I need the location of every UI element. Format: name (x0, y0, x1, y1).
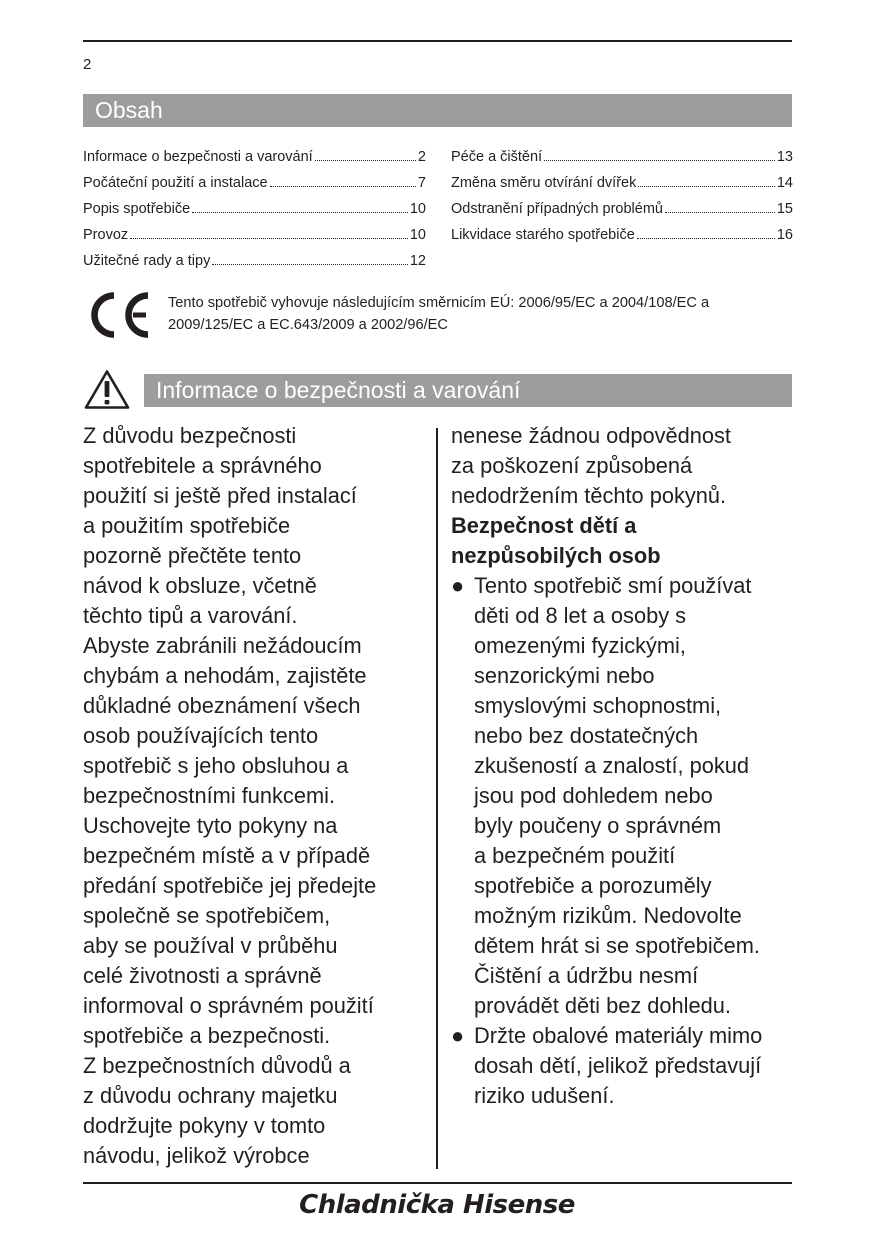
bullet-text-line: provádět děti bez dohledu. (474, 993, 731, 1018)
toc-entry (451, 224, 793, 250)
body-text-line: aby se používal v průběhu (83, 933, 338, 958)
bullet-text-line: Tento spotřebič smí používat (474, 573, 752, 598)
bullet-text-line: nebo bez dostatečných (474, 723, 699, 748)
toc-right-column (451, 146, 793, 250)
bottom-rule (83, 1182, 792, 1184)
toc-entry-page: 13 (776, 149, 793, 165)
body-text-line: nedodržením těchto pokynů. (451, 483, 727, 508)
subheading-line: Bezpečnost dětí a (451, 513, 637, 538)
safety-left-column (83, 421, 428, 1171)
top-rule (83, 40, 792, 42)
toc-entry-page: 16 (776, 227, 793, 243)
page-number: 2 (83, 56, 92, 73)
bullet-text-line: dětem hrát si se spotřebičem. (474, 933, 760, 958)
body-text-line: spotřebiče a bezpečnosti. (83, 1023, 331, 1048)
bullet-text-line: senzorickými nebo (474, 663, 655, 688)
body-text-line: dodržujte pokyny v tomto (83, 1113, 326, 1138)
footer-title: Chladnička Hisense (299, 1190, 575, 1220)
toc-entry-page: 7 (417, 175, 426, 191)
bullet-text-line: Čištění a údržbu nesmí (474, 963, 699, 988)
toc-left-column (83, 146, 426, 276)
toc-heading: Obsah (83, 94, 792, 127)
toc-entry-title: Provoz (83, 227, 129, 243)
toc-dot-leader (637, 238, 775, 239)
bullet-text-line: smyslovými schopnostmi, (474, 693, 722, 718)
ce-text-line: Tento spotřebič vyhovuje následujícím směrnicím EÚ: 2006/95/EC a 2004/108/EC a (168, 295, 710, 311)
body-text-line: nenese žádnou odpovědnost (451, 423, 731, 448)
toc-entry-page: 15 (776, 201, 793, 217)
body-text-line: předání spotřebiče jej předejte (83, 873, 377, 898)
toc-entry (83, 224, 426, 250)
toc-dot-leader (192, 212, 408, 213)
body-text-line: spotřebič s jeho obsluhou a (83, 753, 349, 778)
body-text-line: osob používajících tento (83, 723, 319, 748)
warning-triangle-icon (84, 369, 130, 410)
toc-entry (83, 172, 426, 198)
toc-entry-page: 14 (776, 175, 793, 191)
body-text-line: pozorně přečtěte tento (83, 543, 302, 568)
toc-entry-title: Popis spotřebiče (83, 201, 191, 217)
body-text-line: za poškození způsobená (451, 453, 693, 478)
body-text-line: důkladné obeznámení všech (83, 693, 361, 718)
subheading-line: nezpůsobilých osob (451, 543, 661, 568)
ce-text-line: 2009/125/EC a EC.643/2009 a 2002/96/EC (168, 317, 448, 333)
body-text-line: spotřebitele a správného (83, 453, 322, 478)
bullet-text-line: zkušeností a znalostí, pokud (474, 753, 750, 778)
body-text-line: těchto tipů a varování. (83, 603, 298, 628)
bullet-text-line: jsou pod dohledem nebo (474, 783, 713, 808)
bullet-list-item (451, 571, 796, 1021)
body-text-line: návodu, jelikož výrobce (83, 1143, 310, 1168)
body-text-line: Uschovejte tyto pokyny na (83, 813, 338, 838)
toc-entry (83, 198, 426, 224)
toc-entry (451, 172, 793, 198)
toc-entry-title: Informace o bezpečnosti a varování (83, 149, 313, 165)
body-text-line: Z důvodu bezpečnosti (83, 423, 297, 448)
body-text-line: a použitím spotřebiče (83, 513, 291, 538)
toc-entry-page: 10 (409, 201, 426, 217)
ce-compliance-text (168, 292, 792, 336)
toc-entry-page: 10 (409, 227, 426, 243)
bullet-text-line: spotřebiče a porozuměly (474, 873, 712, 898)
toc-dot-leader (130, 238, 408, 239)
bullet-text-line: riziko udušení. (474, 1083, 615, 1108)
bullet-dot-icon: ● (451, 573, 465, 598)
toc-entry (451, 198, 793, 224)
body-text-line: z důvodu ochrany majetku (83, 1083, 338, 1108)
toc-entry-title: Péče a čištění (451, 149, 543, 165)
toc-entry-title: Užitečné rady a tipy (83, 253, 211, 269)
body-text-line: společně se spotřebičem, (83, 903, 331, 928)
toc-dot-leader (544, 160, 775, 161)
bullet-text-line: děti od 8 let a osoby s (474, 603, 687, 628)
toc-dot-leader (212, 264, 408, 265)
bullet-text-line: byly poučeny o správném (474, 813, 722, 838)
toc-dot-leader (638, 186, 775, 187)
toc-entry-title: Počáteční použití a instalace (83, 175, 268, 191)
bullet-text-line: možným rizikům. Nedovolte (474, 903, 742, 928)
body-text-line: chybám a nehodám, zajistěte (83, 663, 367, 688)
safety-right-column (451, 421, 796, 1111)
safety-heading: Informace o bezpečnosti a varování (144, 374, 792, 407)
body-text-line: bezpečném místě a v případě (83, 843, 371, 868)
body-text-line: použití si ještě před instalací (83, 483, 357, 508)
toc-dot-leader (270, 186, 416, 187)
bullet-text-line: omezenými fyzickými, (474, 633, 686, 658)
bullet-text-line: Držte obalové materiály mimo (474, 1023, 763, 1048)
column-divider (436, 428, 438, 1169)
toc-dot-leader (315, 160, 416, 161)
bullet-text-line: a bezpečném použití (474, 843, 676, 868)
toc-entry-title: Odstranění případných problémů (451, 201, 663, 217)
toc-dot-leader (665, 212, 775, 213)
bullet-text-line: dosah dětí, jelikož představují (474, 1053, 762, 1078)
bullet-list-item (451, 1021, 796, 1111)
toc-entry-page: 12 (409, 253, 426, 269)
body-text-line: bezpečnostními funkcemi. (83, 783, 335, 808)
toc-entry-title: Změna směru otvírání dvířek (451, 175, 637, 191)
bullet-dot-icon: ● (451, 1023, 465, 1048)
body-text-line: Z bezpečnostních důvodů a (83, 1053, 351, 1078)
body-text-line: návod k obsluze, včetně (83, 573, 317, 598)
ce-mark-icon (83, 291, 151, 339)
toc-entry-page: 2 (417, 149, 426, 165)
toc-entry (83, 250, 426, 276)
toc-entry (83, 146, 426, 172)
body-text-line: celé životnosti a správně (83, 963, 322, 988)
toc-entry-title: Likvidace starého spotřebiče (451, 227, 635, 243)
body-text-line: Abyste zabránili nežádoucím (83, 633, 362, 658)
toc-entry (451, 146, 793, 172)
body-text-line: informoval o správném použití (83, 993, 374, 1018)
